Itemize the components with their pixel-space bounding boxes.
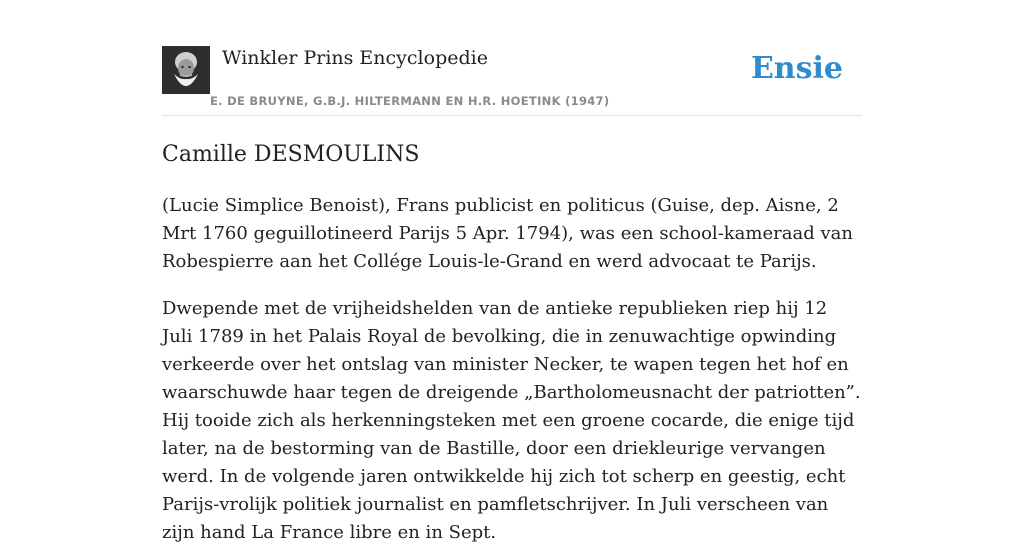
site-header xyxy=(162,46,862,116)
article xyxy=(162,138,862,547)
site-title[interactable]: Winkler Prins Encyclopedie xyxy=(222,47,488,69)
article-paragraph-2: Dwepende met de vrijheidshelden van de antieke republieken riep hij 12 Juli 1789 in het Palais Royal de bevolking, die in zenuwachtige opwinding verkeerde over het ontslag van minister Necker, te wapen tegen het hof en waarschuwde haar tegen de dreigende „Bartholomeusnacht der patriotten”. Hij tooide zich als herkenningsteken met een groene cocarde, die enige tijd later, na de bestorming van de Bastille, door een driekleurige vervangen werd. In de volgende jaren ontwikkelde hij zich tot scherp en geestig, echt Parijs-vrolijk politiek journalist en pamfletschrijver. In Juli verscheen van zijn hand La France libre en in Sept. xyxy=(162,298,861,543)
article-paragraph-1: (Lucie Simplice Benoist), Frans publicist en politicus (Guise, dep. Aisne, 2 Mrt 1760 geguillotineerd Parijs 5 Apr. 1794), was een school-kameraad van Robespierre aan het Collége Louis-le-Grand en werd advocaat te Parijs. xyxy=(162,195,853,272)
article-title: Camille DESMOULINS xyxy=(162,142,420,167)
brand-logo[interactable]: Ensie xyxy=(750,51,843,86)
authors-line: E. DE BRUYNE, G.B.J. HILTERMANN EN H.R. HOETINK (1947) xyxy=(210,94,610,108)
bearded-man-portrait-icon xyxy=(162,46,210,94)
author-avatar xyxy=(162,46,210,94)
